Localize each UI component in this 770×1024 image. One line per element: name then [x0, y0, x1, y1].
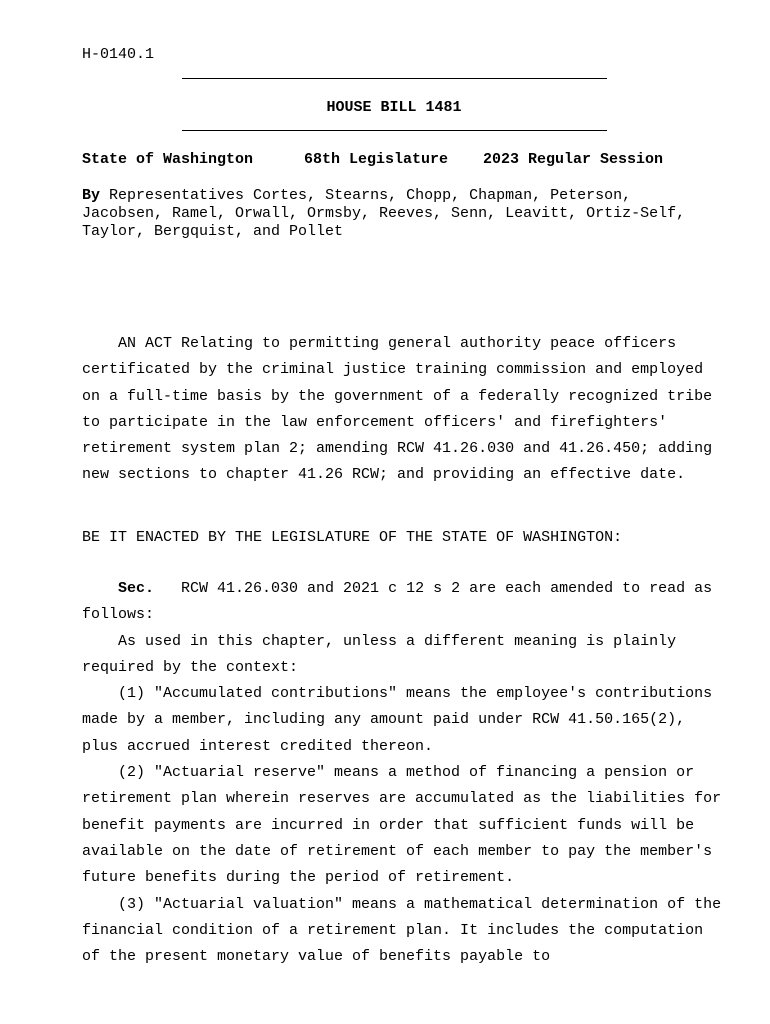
header-state: State of Washington: [82, 151, 254, 168]
section-1: [82, 576, 722, 970]
header-legislature: 68th Legislature: [304, 151, 449, 168]
bill-title: HOUSE BILL 1481: [326, 99, 462, 116]
sponsors-text: Representatives Cortes, Stearns, Chopp, Chapman, Peterson,: [109, 187, 632, 204]
title-rule-bottom: [182, 130, 607, 131]
definition-item: (1) "Accumulated contributions" means the employee's contributions made by a member, including any amount paid under RCW 41.50.165(2), plus accrued interest credited thereon.: [82, 685, 713, 755]
document-code: H-0140.1: [82, 46, 155, 63]
definition-item: (2) "Actuarial reserve" means a method of financing a pension or retirement plan wherein reserves are accumulated as the liabilities for benefit payments are incurred in order that sufficient funds will be available on the date of retirement of each member to pay the member's future benefits during the period of retirement.: [82, 764, 722, 887]
section-intro: [82, 576, 722, 629]
section-preamble: As used in this chapter, unless a different meaning is plainly required by the context:: [82, 632, 677, 676]
sponsors-line-3: Taylor, Bergquist, and Pollet: [82, 223, 344, 240]
definition-item: (3) "Actuarial valuation" means a mathematical determination of the financial condition of a retirement plan. It includes the computation of the present monetary value of benefits payable to: [82, 895, 722, 966]
sponsors-by-label: By: [82, 187, 101, 204]
enacting-clause: BE IT ENACTED BY THE LEGISLATURE OF THE STATE OF WASHINGTON:: [82, 529, 623, 546]
sponsors-line-1: [82, 187, 631, 204]
section-intro-text: RCW 41.26.030 and 2021 c 12 s 2 are each amended to read as follows:: [82, 580, 713, 624]
section-label: Sec.: [118, 580, 155, 597]
act-title: AN ACT Relating to permitting general authority peace officers certificated by the criminal justice training commission and employed on a full-time basis by the government of a federally recognized tribe to participate in the law enforcement officers' and firefighters' retirement system plan 2; amending RCW 41.26.030 and 41.26.450; adding new sections to chapter 41.26 RCW; and providing an effective date.: [82, 335, 713, 484]
title-rule-top: [182, 78, 607, 79]
header-session: 2023 Regular Session: [483, 151, 664, 168]
sponsors-line-2: Jacobsen, Ramel, Orwall, Ormsby, Reeves, Senn, Leavitt, Ortiz-Self,: [82, 205, 686, 222]
